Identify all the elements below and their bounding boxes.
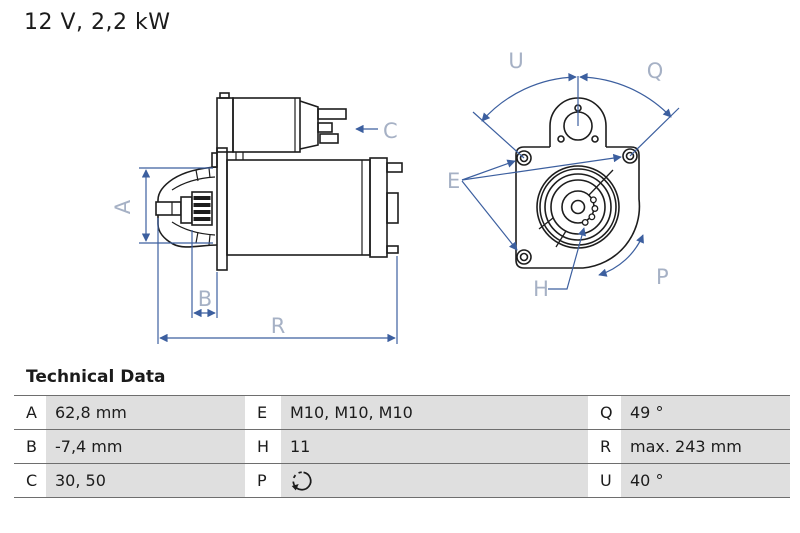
mounting-flange bbox=[217, 148, 227, 270]
motor-body bbox=[227, 160, 370, 255]
dim-label-R: R bbox=[588, 430, 621, 463]
dim-value-H: 11 bbox=[281, 430, 588, 463]
center-rings bbox=[537, 166, 619, 248]
dim-label-H: H bbox=[245, 430, 281, 463]
rear-end-cap bbox=[370, 158, 387, 257]
table-row bbox=[14, 464, 790, 498]
label-P: P bbox=[656, 265, 669, 289]
P-rotation-arc bbox=[599, 235, 643, 275]
label-Q: Q bbox=[646, 59, 664, 83]
table-row bbox=[14, 430, 790, 464]
label-U: U bbox=[508, 49, 524, 73]
dim-value-R: max. 243 mm bbox=[621, 430, 790, 463]
front-view-dimensions bbox=[462, 76, 679, 289]
label-E: E bbox=[447, 169, 461, 193]
dim-label-E: E bbox=[245, 396, 281, 429]
dim-value-C: 30, 50 bbox=[46, 464, 245, 497]
angle-Q-arc bbox=[580, 77, 671, 117]
label-C: C bbox=[383, 119, 398, 143]
label-A: A bbox=[111, 199, 135, 215]
dim-value-A: 62,8 mm bbox=[46, 396, 245, 429]
dim-label-A: A bbox=[14, 396, 46, 429]
dim-value-U: 40 ° bbox=[621, 464, 790, 497]
dim-label-Q: Q bbox=[588, 396, 621, 429]
label-B: B bbox=[197, 287, 213, 311]
solenoid-terminal bbox=[318, 123, 332, 132]
dim-value-P bbox=[281, 464, 588, 497]
side-view-dimensions bbox=[139, 129, 397, 344]
dim-label-P: P bbox=[245, 464, 281, 497]
rotation-direction-icon bbox=[290, 469, 314, 493]
dim-value-B: -7,4 mm bbox=[46, 430, 245, 463]
technical-data-heading: Technical Data bbox=[26, 367, 166, 387]
pinion-shaft bbox=[156, 202, 181, 215]
solenoid bbox=[217, 93, 346, 160]
pinion-gear bbox=[192, 192, 212, 225]
dim-label-C: C bbox=[14, 464, 46, 497]
table-row bbox=[14, 396, 790, 430]
solenoid-terminal bbox=[320, 134, 338, 143]
angle-U-arc bbox=[482, 77, 576, 121]
solenoid-terminal bbox=[318, 109, 346, 119]
dim-label-U: U bbox=[588, 464, 621, 497]
label-R: R bbox=[270, 314, 286, 338]
technical-data-table bbox=[14, 395, 790, 498]
dim-value-E: M10, M10, M10 bbox=[281, 396, 588, 429]
label-H: H bbox=[533, 277, 549, 301]
dim-value-Q: 49 ° bbox=[621, 396, 790, 429]
page-title: 12 V, 2,2 kW bbox=[24, 10, 171, 35]
dim-label-B: B bbox=[14, 430, 46, 463]
